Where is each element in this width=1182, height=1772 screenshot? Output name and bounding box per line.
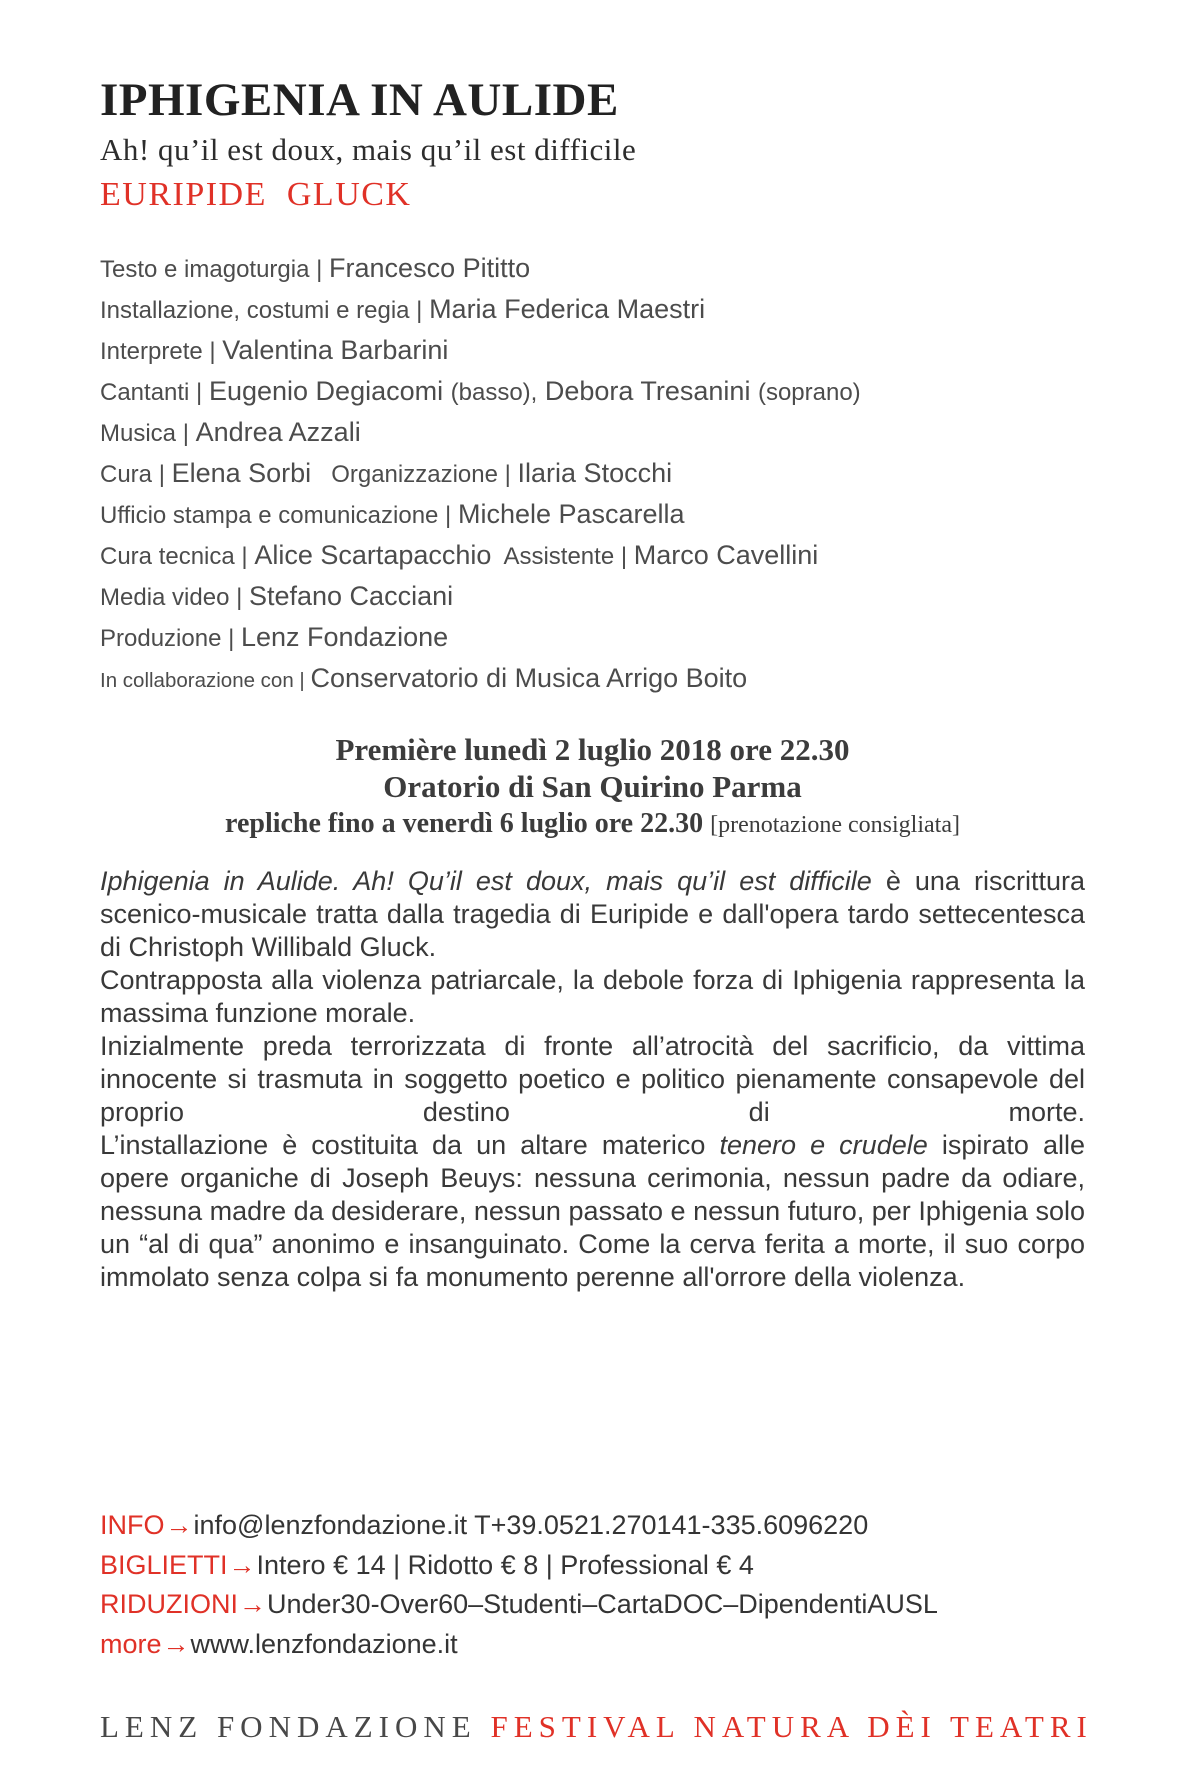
- credit-name: Alice Scartapacchio: [254, 540, 492, 571]
- premiere-replicas: [100, 805, 1085, 844]
- credit-line: [100, 619, 1085, 660]
- synopsis-italic-segment: tenero e crudele: [719, 1130, 928, 1161]
- credit-line: [100, 496, 1085, 537]
- info-text: Intero € 14 | Ridotto € 8 | Professional € 4: [256, 1549, 754, 1580]
- credit-label: Media video |: [100, 584, 249, 612]
- synopsis-italic-segment: Iphigenia in Aulide. Ah! Qu’il est doux, mais qu’il est difficile: [100, 866, 872, 897]
- credit-name: Elena Sorbi: [171, 458, 312, 489]
- credit-label: Interprete |: [100, 338, 223, 366]
- footer-org: LENZ FONDAZIONE: [100, 1709, 491, 1745]
- premiere-date: Première lunedì 2 luglio 2018 ore 22.30: [335, 732, 850, 768]
- synopsis-segment: ispirato alle opere organiche di Joseph Beuys: nessuna cerimonia, nessun padre da odiare, nessuna madre da desiderare, nessun passato e nessun futuro, per Iphigenia solo un “al di qua” anonimo e insanguinato. Come la cerva ferita a morte, il suo corpo immolato senza colpa si fa monumento perenne all'orrore della violenza.: [100, 1130, 1085, 1293]
- credit-name: Michele Pascarella: [457, 499, 685, 530]
- info-line: [100, 1506, 1085, 1546]
- synopsis-paragraph: [100, 1030, 1085, 1129]
- info-label: RIDUZIONI: [100, 1589, 238, 1620]
- credit-label: Organizzazione |: [311, 461, 518, 489]
- synopsis-paragraph: [100, 964, 1085, 1030]
- credit-label: (basso),: [450, 379, 538, 407]
- synopsis-segment: Contrapposta alla violenza patriarcale, la debole forza di Iphigenia rappresenta la massima funzione morale.: [100, 965, 1085, 1029]
- credit-label: Produzione |: [100, 625, 241, 653]
- credit-name: Conservatorio di Musica Arrigo Boito: [310, 663, 748, 694]
- credit-label: Testo e imagoturgia |: [100, 256, 330, 284]
- credit-line: [100, 291, 1085, 332]
- production-title: IPHIGENIA IN AULIDE: [100, 74, 619, 126]
- synopsis-section: [100, 865, 1085, 1294]
- info-line: [100, 1546, 1085, 1586]
- footer-festival: FESTIVAL NATURA DÈI TEATRI: [490, 1709, 1093, 1745]
- production-subtitle: Ah! qu’il est doux, mais qu’il est difficile: [100, 132, 637, 168]
- credit-name: Andrea Azzali: [195, 417, 361, 448]
- credit-label: Musica |: [100, 420, 196, 448]
- premiere-booking-note: [prenotazione consigliata]: [710, 812, 960, 839]
- credit-line: [100, 373, 1085, 414]
- credit-name: Debora Tresanini: [537, 376, 758, 407]
- credit-name: Marco Cavellini: [633, 540, 819, 571]
- credits-section: [100, 250, 1085, 701]
- premiere-section: [100, 731, 1085, 844]
- credit-line: [100, 455, 1085, 496]
- credit-name: Maria Federica Maestri: [429, 294, 706, 325]
- credit-line: [100, 660, 1085, 701]
- credit-name: Eugenio Degiacomi: [208, 376, 451, 407]
- info-label: more: [100, 1628, 162, 1659]
- synopsis-segment: Inizialmente preda terrorizzata di fronte all’atrocità del sacrificio, da vittima innocente si trasmuta in soggetto poetico e politico pienamente consapevole del proprio destino di morte.: [100, 1031, 1085, 1128]
- credit-label: Assistente |: [491, 543, 634, 571]
- premiere-replicas-main: repliche fino a venerdì 6 luglio ore 22.30: [225, 808, 711, 840]
- credit-small: In collaborazione con |: [100, 669, 311, 693]
- credit-line: [100, 414, 1085, 455]
- arrow-right-icon: →: [165, 1510, 193, 1541]
- info-link-text[interactable]: info@lenzfondazione.it T+39.0521.270141-335.6096220: [193, 1510, 869, 1541]
- info-label: INFO: [100, 1510, 165, 1541]
- credit-label: Cantanti |: [100, 379, 209, 407]
- footer: [100, 1709, 1093, 1745]
- synopsis-segment: L’installazione è costituita da un altare materico: [100, 1130, 720, 1161]
- credit-line: [100, 578, 1085, 619]
- authors-line: EURIPIDE GLUCK: [100, 176, 412, 214]
- arrow-right-icon: →: [162, 1628, 190, 1659]
- credit-name: Francesco Pititto: [329, 253, 531, 284]
- credit-label: Cura |: [100, 461, 172, 489]
- credit-line: [100, 250, 1085, 291]
- premiere-venue: Oratorio di San Quirino Parma: [383, 769, 802, 805]
- synopsis-segment: è una riscrittura scenico-musicale tratta dalla tragedia di Euripide e dall'opera tardo settecentesca di Christoph Willibald Gluck.: [100, 866, 1085, 963]
- credit-name: Ilaria Stocchi: [517, 458, 673, 489]
- credit-line: [100, 332, 1085, 373]
- credit-line: [100, 537, 1085, 578]
- arrow-right-icon: →: [228, 1549, 256, 1580]
- credit-label: Cura tecnica |: [100, 543, 255, 571]
- synopsis-paragraph: [100, 865, 1085, 964]
- credit-name: Valentina Barbarini: [222, 335, 449, 366]
- credit-label: Ufficio stampa e comunicazione |: [100, 502, 458, 530]
- credit-name: Stefano Cacciani: [248, 581, 454, 612]
- info-label: BIGLIETTI: [100, 1549, 228, 1580]
- credit-label: Installazione, costumi e regia |: [100, 297, 430, 325]
- info-line: [100, 1585, 1085, 1625]
- info-line: [100, 1625, 1085, 1665]
- info-text: Under30-Over60–Studenti–CartaDOC–DipendentiAUSL: [267, 1589, 938, 1620]
- credit-name: Lenz Fondazione: [241, 622, 449, 653]
- info-link-text[interactable]: www.lenzfondazione.it: [190, 1628, 458, 1659]
- credit-label: (soprano): [757, 379, 861, 407]
- arrow-right-icon: →: [239, 1589, 266, 1620]
- synopsis-paragraph: [100, 1129, 1085, 1294]
- info-section: [100, 1506, 1085, 1664]
